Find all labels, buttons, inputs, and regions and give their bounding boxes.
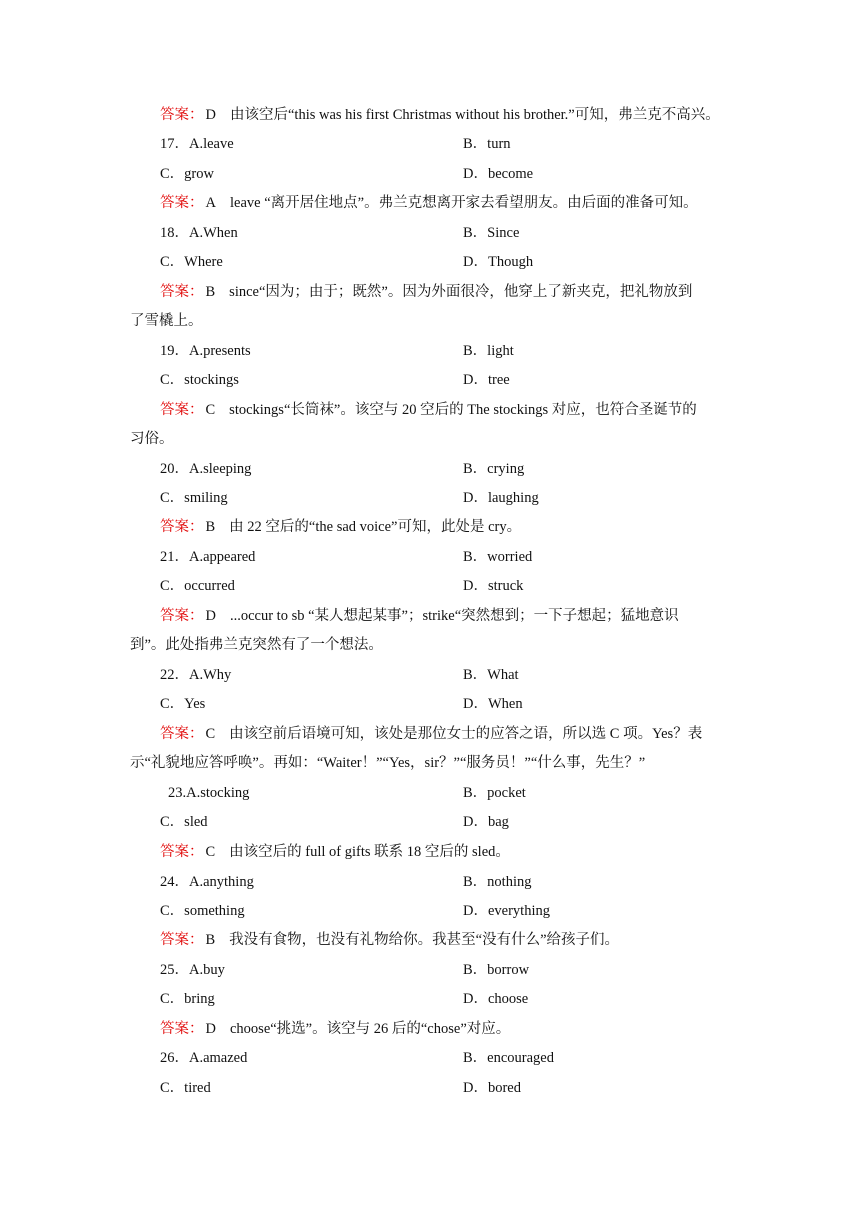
answer-17 xyxy=(130,194,760,212)
answer-label: 答案： xyxy=(160,402,204,418)
answer-explanation: 由该空后的 full of gifts 联系 18 空后的 sled。 xyxy=(229,844,510,860)
option-25d: D．choose xyxy=(463,991,529,1007)
option-20b: B．crying xyxy=(463,461,525,477)
answer-24 xyxy=(130,931,760,949)
answer-explanation: 由该空前后语境可知，该处是那位女士的应答之语，所以选 C 项。Yes？表 xyxy=(229,726,703,742)
answer-label: 答案： xyxy=(160,284,204,300)
answer-25 xyxy=(130,1020,760,1038)
answer-label: 答案： xyxy=(160,932,204,948)
answer-label: 答案： xyxy=(160,107,204,123)
answer-label: 答案： xyxy=(160,519,204,535)
option-24b: B．nothing xyxy=(463,874,532,890)
option-23c: C．sled xyxy=(160,814,208,830)
option-22d: D．When xyxy=(463,696,523,712)
answer-explanation: since“因为；由于；既然”。因为外面很冷，他穿上了新夹克，把礼物放到 xyxy=(229,284,693,300)
answer-20 xyxy=(130,518,760,536)
answer-23 xyxy=(130,843,760,861)
answer-letter: B xyxy=(205,284,216,300)
option-21a: 21．A.appeared xyxy=(160,549,256,565)
option-24a: 24．A.anything xyxy=(160,874,254,890)
answer-letter: D xyxy=(205,608,216,624)
option-22b: B．What xyxy=(463,667,519,683)
answer-19 xyxy=(130,401,760,419)
option-17d: D．become xyxy=(463,166,534,182)
answer-letter: A xyxy=(205,195,216,211)
option-23a: 23.A.stocking xyxy=(168,785,250,801)
answer-19-continued: 习俗。 xyxy=(130,431,174,447)
option-26c: C．tired xyxy=(160,1080,211,1096)
answer-letter: D xyxy=(205,1021,216,1037)
answer-explanation: 由该空后“this was his first Christmas without his brother.”可知，弗兰克不高兴。 xyxy=(229,107,720,123)
option-23d: D．bag xyxy=(463,814,509,830)
option-18c: C．Where xyxy=(160,254,223,270)
option-26b: B．encouraged xyxy=(463,1050,554,1066)
option-19d: D．tree xyxy=(463,372,510,388)
answer-explanation: ...occur to sb “某人想起某事”；strike“突然想到；一下子想起；猛地意识 xyxy=(229,608,679,624)
answer-explanation: 我没有食物，也没有礼物给你。我甚至“没有什么”给孩子们。 xyxy=(229,932,620,948)
answer-explanation: 由 22 空后的“the sad voice”可知，此处是 cry。 xyxy=(229,519,522,535)
answer-label: 答案： xyxy=(160,608,204,624)
option-24d: D．everything xyxy=(463,903,550,919)
option-23b: B．pocket xyxy=(463,785,526,801)
option-19a: 19．A.presents xyxy=(160,343,251,359)
option-18a: 18．A.When xyxy=(160,225,238,241)
answer-16 xyxy=(130,106,760,124)
answer-letter: C xyxy=(205,844,216,860)
answer-explanation: stockings“长筒袜”。该空与 20 空后的 The stockings 对应，也符合圣诞节的 xyxy=(229,402,697,418)
option-20c: C．smiling xyxy=(160,490,228,506)
answer-letter: D xyxy=(205,107,216,123)
option-17b: B．turn xyxy=(463,136,511,152)
option-25b: B．borrow xyxy=(463,962,530,978)
option-25c: C．bring xyxy=(160,991,215,1007)
option-22a: 22．A.Why xyxy=(160,667,232,683)
option-25a: 25．A.buy xyxy=(160,962,225,978)
answer-label: 答案： xyxy=(160,195,204,211)
option-19c: C．stockings xyxy=(160,372,239,388)
option-20a: 20．A.sleeping xyxy=(160,461,252,477)
option-24c: C．something xyxy=(160,903,245,919)
answer-21 xyxy=(130,607,760,625)
answer-label: 答案： xyxy=(160,844,204,860)
answer-22 xyxy=(130,725,760,743)
answer-18-continued: 了雪橇上。 xyxy=(130,313,203,329)
answer-letter: C xyxy=(205,402,216,418)
answer-explanation: choose“挑选”。该空与 26 后的“chose”对应。 xyxy=(229,1021,511,1037)
answer-letter: B xyxy=(205,519,216,535)
option-17c: C．grow xyxy=(160,166,214,182)
answer-explanation: leave “离开居住地点”。弗兰克想离开家去看望朋友。由后面的准备可知。 xyxy=(229,195,698,211)
option-26a: 26．A.amazed xyxy=(160,1050,248,1066)
answer-21-continued: 到”。此处指弗兰克突然有了一个想法。 xyxy=(130,637,383,653)
option-19b: B．light xyxy=(463,343,514,359)
option-22c: C．Yes xyxy=(160,696,206,712)
option-21d: D．struck xyxy=(463,578,524,594)
option-21c: C．occurred xyxy=(160,578,235,594)
option-20d: D．laughing xyxy=(463,490,539,506)
option-17a: 17．A.leave xyxy=(160,136,234,152)
option-18d: D．Though xyxy=(463,254,534,270)
answer-letter: C xyxy=(205,726,216,742)
answer-22-continued: 示“礼貌地应答呼唤”。再如：“Waiter！”“Yes，sir？”“服务员！”“什么事，先生？” xyxy=(130,755,646,771)
option-18b: B．Since xyxy=(463,225,520,241)
answer-letter: B xyxy=(205,932,216,948)
answer-18 xyxy=(130,283,760,301)
answer-label: 答案： xyxy=(160,726,204,742)
option-21b: B．worried xyxy=(463,549,533,565)
option-26d: D．bored xyxy=(463,1080,521,1096)
answer-label: 答案： xyxy=(160,1021,204,1037)
